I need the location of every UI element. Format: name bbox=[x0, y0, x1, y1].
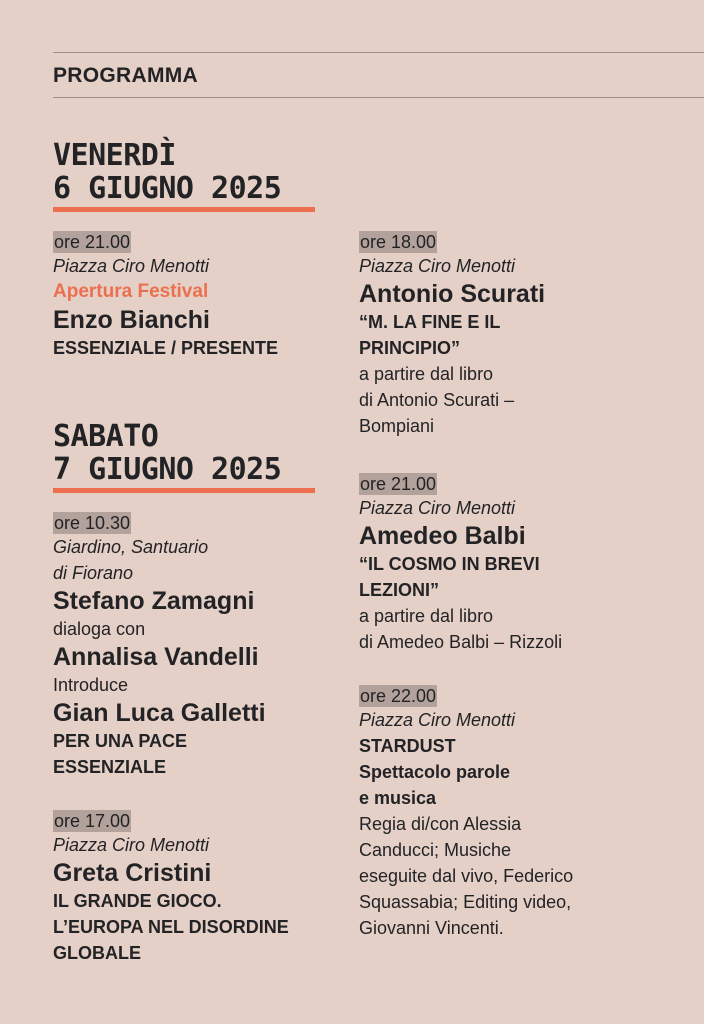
event-place: di Fiorano bbox=[53, 563, 134, 583]
event-time: ore 18.00 bbox=[360, 232, 437, 252]
event-time: ore 10.30 bbox=[54, 513, 131, 533]
event-title: PER UNA PACE bbox=[53, 731, 188, 751]
event-title: Spettacolo parole bbox=[359, 762, 511, 782]
event-title: ESSENZIALE bbox=[53, 757, 167, 777]
event-greta-cristini bbox=[53, 810, 373, 966]
event-title: IL GRANDE GIOCO. bbox=[53, 891, 222, 911]
event-description: a partire dal libro bbox=[359, 364, 494, 384]
event-place: Piazza Ciro Menotti bbox=[359, 498, 516, 518]
event-description: Bompiani bbox=[359, 416, 435, 436]
event-highlight: Apertura Festival bbox=[53, 281, 209, 302]
event-time: ore 17.00 bbox=[54, 811, 131, 831]
event-stardust bbox=[359, 685, 679, 941]
day-underline bbox=[53, 488, 315, 493]
event-description: Regia di/con Alessia bbox=[359, 814, 522, 834]
event-description: eseguite dal vivo, Federico bbox=[359, 866, 574, 886]
day-date: 6 GIUGNO 2025 bbox=[53, 171, 282, 206]
event-title: “M. LA FINE E IL bbox=[359, 312, 501, 332]
event-description: Squassabia; Editing video, bbox=[359, 892, 572, 912]
event-description: di Amedeo Balbi – Rizzoli bbox=[359, 632, 563, 652]
day-name: SABATO bbox=[53, 419, 159, 454]
event-time: ore 22.00 bbox=[360, 686, 437, 706]
header-rule bbox=[53, 97, 704, 98]
event-speaker: Enzo Bianchi bbox=[53, 306, 210, 334]
event-speaker: Amedeo Balbi bbox=[359, 522, 526, 550]
event-enzo-bianchi bbox=[53, 231, 373, 361]
event-time: ore 21.00 bbox=[360, 474, 437, 494]
event-antonio-scurati bbox=[359, 231, 679, 439]
event-stefano-zamagni bbox=[53, 512, 373, 780]
event-place: Piazza Ciro Menotti bbox=[359, 710, 516, 730]
event-place: Piazza Ciro Menotti bbox=[53, 256, 210, 276]
event-description: Canducci; Musiche bbox=[359, 840, 512, 860]
event-time: ore 21.00 bbox=[54, 232, 131, 252]
event-place: Piazza Ciro Menotti bbox=[359, 256, 516, 276]
event-title: GLOBALE bbox=[53, 943, 141, 963]
event-place: Giardino, Santuario bbox=[53, 537, 209, 557]
day-date: 7 GIUGNO 2025 bbox=[53, 452, 282, 487]
event-amedeo-balbi bbox=[359, 473, 679, 655]
top-rule bbox=[53, 52, 704, 53]
event-speaker: Gian Luca Galletti bbox=[53, 699, 266, 727]
event-title: e musica bbox=[359, 788, 437, 808]
event-connector: Introduce bbox=[53, 675, 129, 695]
event-description: a partire dal libro bbox=[359, 606, 494, 626]
event-description: Giovanni Vincenti. bbox=[359, 918, 504, 938]
day-name: VENERDÌ bbox=[53, 138, 176, 173]
day-underline bbox=[53, 207, 315, 212]
event-description: di Antonio Scurati – bbox=[359, 390, 515, 410]
event-speaker: Stefano Zamagni bbox=[53, 587, 255, 615]
day-heading-friday bbox=[53, 139, 315, 212]
day-heading-saturday bbox=[53, 420, 315, 493]
event-place: Piazza Ciro Menotti bbox=[53, 835, 210, 855]
event-title: STARDUST bbox=[359, 736, 456, 756]
event-title: LEZIONI” bbox=[359, 580, 439, 600]
event-speaker: Annalisa Vandelli bbox=[53, 643, 259, 671]
event-speaker: Greta Cristini bbox=[53, 859, 212, 887]
event-speaker: Antonio Scurati bbox=[359, 280, 546, 308]
section-title: PROGRAMMA bbox=[53, 64, 199, 87]
event-title: PRINCIPIO” bbox=[359, 338, 461, 358]
event-title: ESSENZIALE / PRESENTE bbox=[53, 338, 279, 358]
event-connector: dialoga con bbox=[53, 619, 146, 639]
event-title: “IL COSMO IN BREVI bbox=[359, 554, 540, 574]
event-title: L’EUROPA NEL DISORDINE bbox=[53, 917, 289, 937]
